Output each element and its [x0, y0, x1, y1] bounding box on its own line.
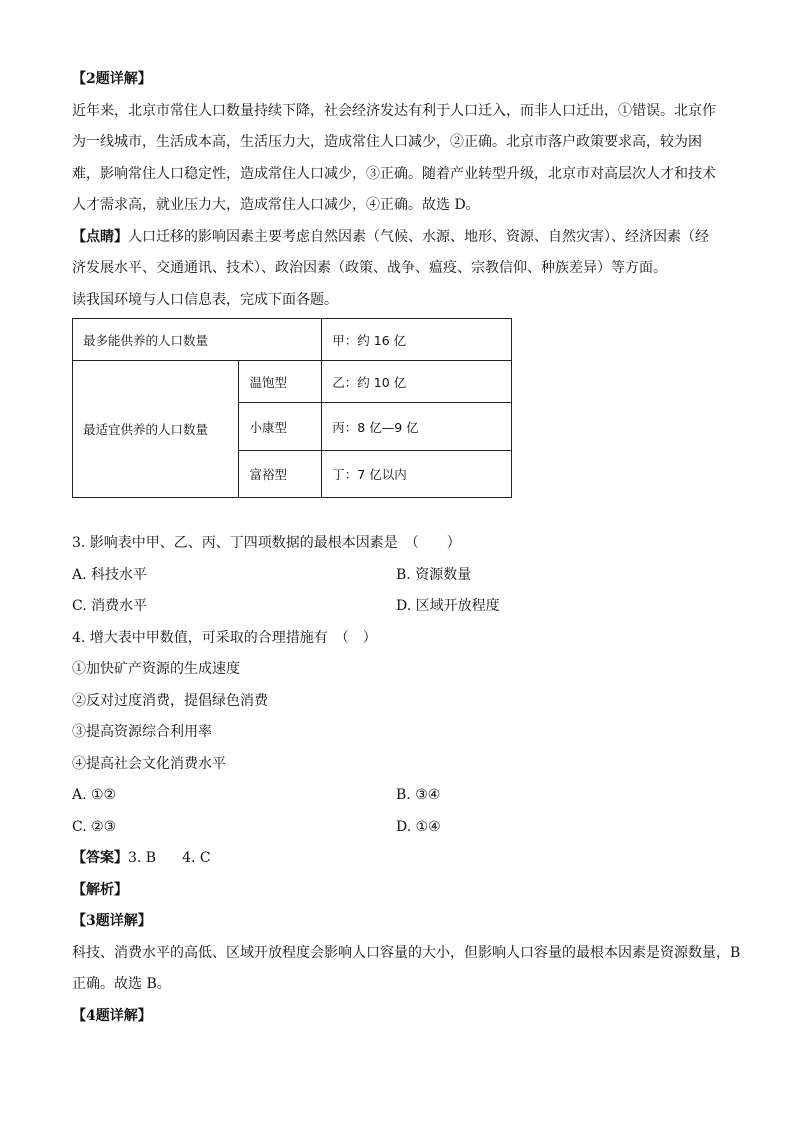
q4-option-a: A. ①②: [72, 787, 117, 803]
question-3-stem: 3. 影响表中甲、乙、丙、丁四项数据的最根本因素是 （ ）: [72, 535, 461, 551]
section-3-header: 【3题详解】: [72, 913, 152, 929]
q4-option-c: C. ②③: [72, 818, 117, 835]
jiexi-header: 【解析】: [72, 881, 128, 898]
table-row: [73, 361, 512, 403]
value-yi: 乙：约 10 亿: [322, 361, 512, 403]
max-population-value: 甲：约 16 亿: [322, 319, 512, 361]
dianjing-line-2: 济发展水平、交通通讯、技术）、政治因素（政策、战争、瘟疫、宗教信仰、种族差异）等方面。: [72, 260, 667, 276]
q4-item-1: ①加快矿产资源的生成速度: [72, 661, 240, 677]
population-info-table: [72, 318, 512, 498]
section-2-header: 【2题详解】: [72, 71, 152, 87]
type-wenbao: 温饱型: [239, 361, 322, 403]
q4-item-4: ④提高社会文化消费水平: [72, 755, 226, 772]
answer-3: 3. B: [128, 850, 157, 866]
q4-item-3: ③提高资源综合利用率: [72, 724, 212, 740]
question-3-options-row-2: [72, 591, 732, 623]
optimal-population-label: 最适宜供养的人口数量: [73, 361, 239, 498]
q4-item-2: ②反对过度消费，提倡绿色消费: [72, 692, 268, 709]
document-page: [72, 64, 741, 1032]
q4-option-b: B. ③④: [396, 787, 441, 803]
answer-line: [72, 843, 732, 875]
dianjing-label: 【点睛】: [72, 228, 128, 245]
section-4-header: 【4题详解】: [72, 1007, 152, 1024]
section-3-line-1: 科技、消费水平的高低、区域开放程度会影响人口容量的大小，但影响人口容量的最根本因素是资源数量，B: [72, 944, 741, 961]
q3-option-b: B. 资源数量: [396, 566, 472, 583]
q3-option-d: D. 区域开放程度: [396, 598, 500, 614]
max-population-label: 最多能供养的人口数量: [73, 319, 322, 361]
dianjing-text-1: 人口迁移的影响因素主要考虑自然因素（气候、水源、地形、资源、自然灾害）、经济因素（经: [128, 228, 709, 245]
q3-option-c: C. 消费水平: [72, 598, 148, 614]
section-2-line-3: 难，影响常住人口稳定性，造成常住人口减少，③正确。随着产业转型升级，北京市对高层次人才和技术: [72, 165, 716, 182]
info-table-wrap: [72, 318, 732, 498]
question-3-options-row-1: [72, 560, 732, 592]
answer-label: 【答案】: [72, 850, 128, 866]
answer-4: 4. C: [182, 850, 211, 866]
type-fuyu: 富裕型: [239, 451, 322, 498]
type-xiaokang: 小康型: [239, 403, 322, 451]
q3-option-a: A. 科技水平: [72, 566, 148, 583]
section-2-line-2: 为一线城市，生活成本高，生活压力大，造成常住人口减少，②正确。北京市落户政策要求高，较为困: [72, 134, 702, 150]
table-row: [73, 319, 512, 361]
q4-option-d: D. ①④: [396, 818, 441, 835]
question-4-stem: 4. 增大表中甲数值，可采取的合理措施有 （ ）: [72, 629, 377, 646]
table-intro: 读我国环境与人口信息表，完成下面各题。: [72, 291, 338, 308]
value-ding: 丁：7 亿以内: [322, 451, 512, 498]
section-2-line-1: 近年来，北京市常住人口数量持续下降，社会经济发达有利于人口迁入，而非人口迁出，①错误。北京作: [72, 102, 716, 119]
question-4-options-row-2: [72, 812, 732, 844]
value-bing: 丙：8 亿—9 亿: [322, 403, 512, 451]
section-3-line-2: 正确。故选 B。: [72, 976, 171, 992]
dianjing-line-1: [72, 222, 732, 254]
question-4-options-row-1: [72, 780, 732, 812]
section-2-line-4: 人才需求高，就业压力大，造成常住人口减少，④正确。故选 D。: [72, 197, 480, 213]
